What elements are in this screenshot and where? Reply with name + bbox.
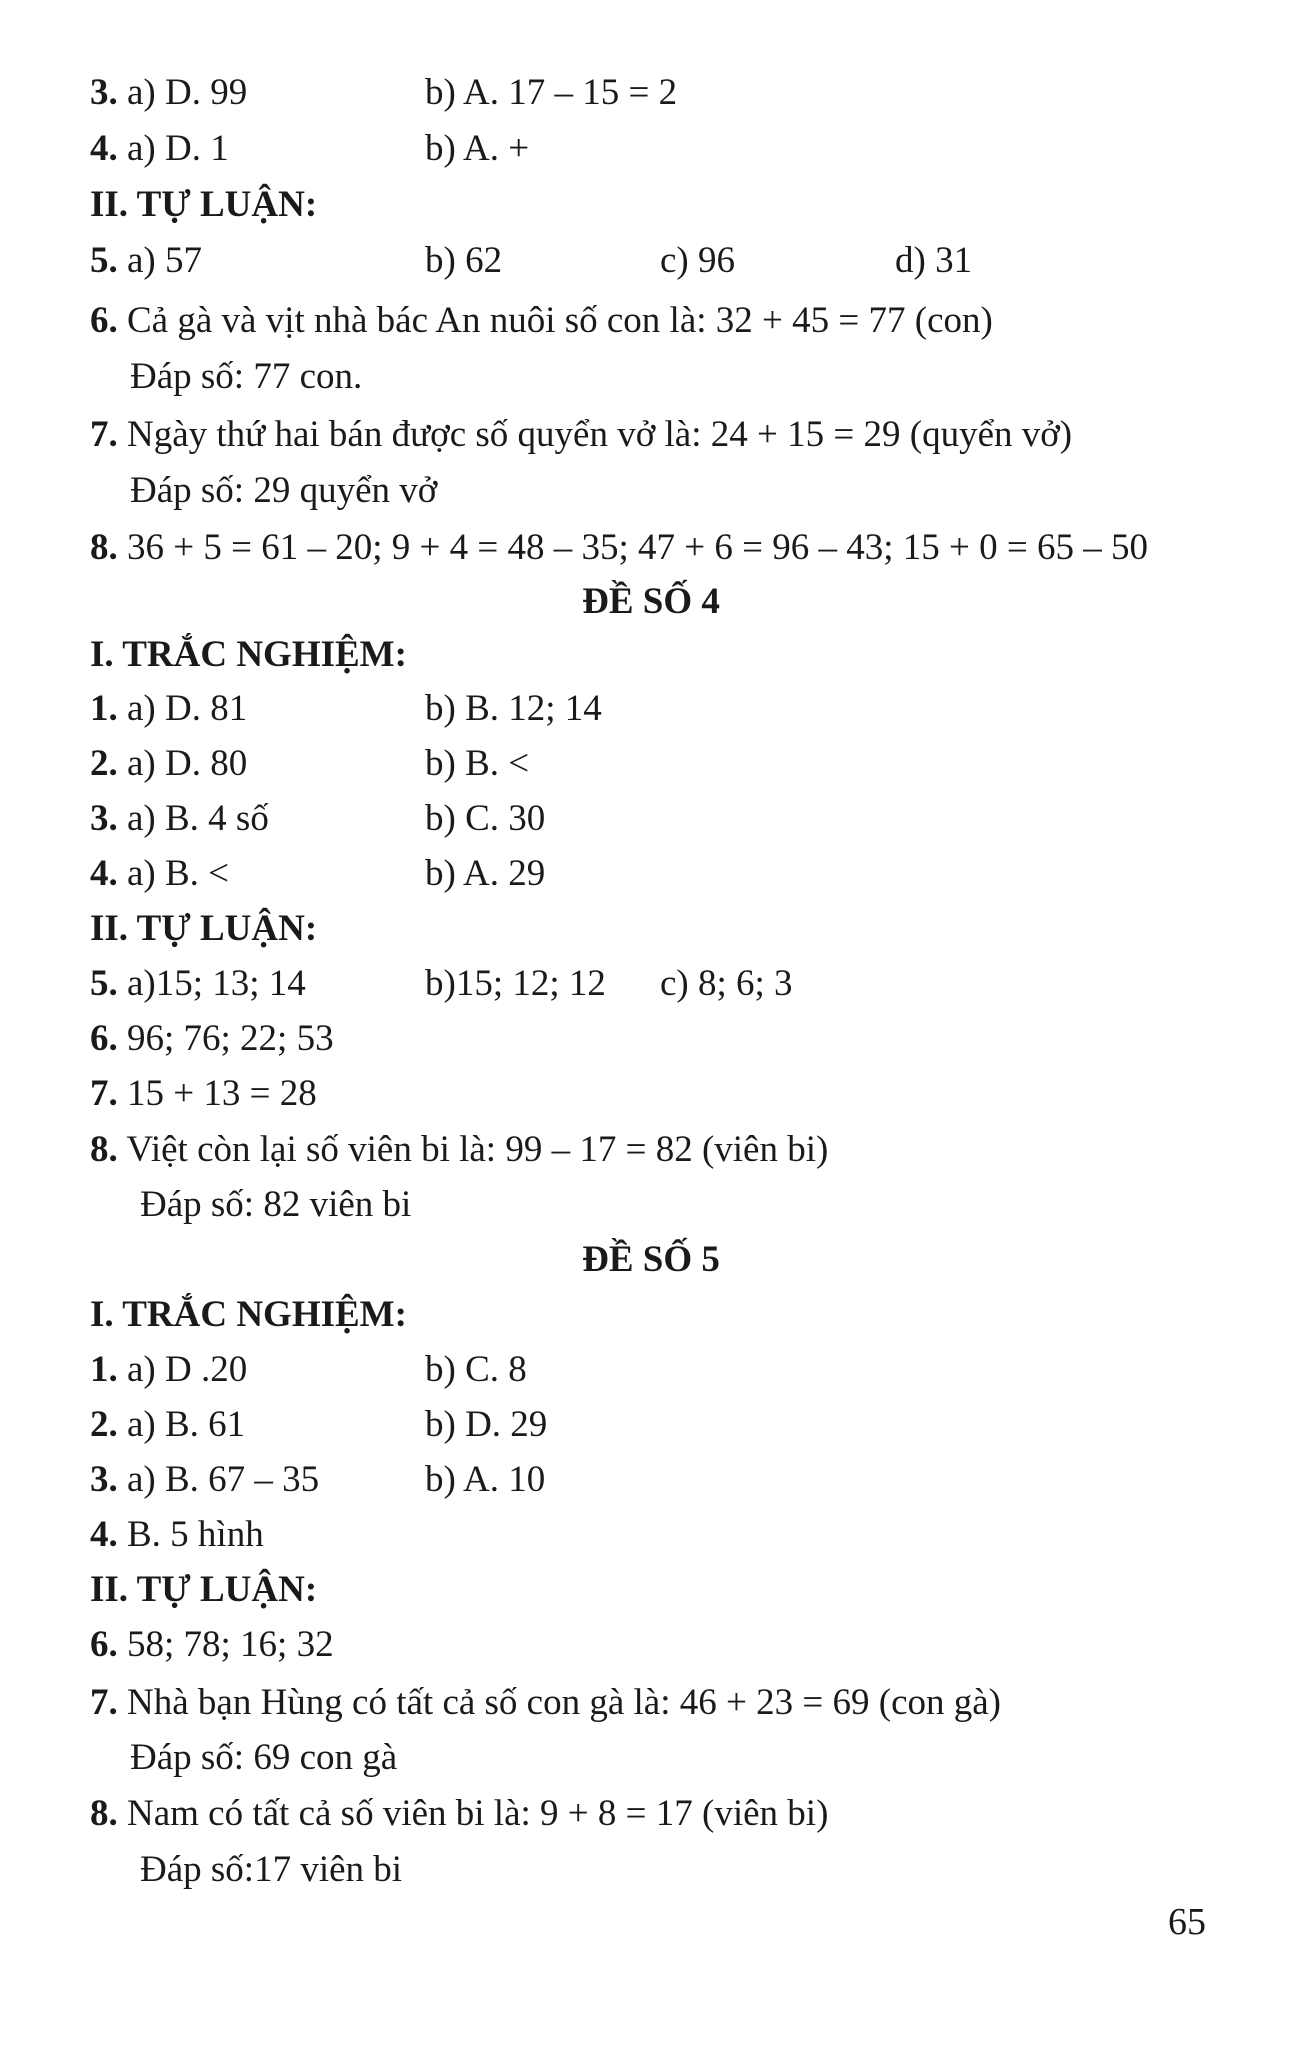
de-so-4-title: ĐỀ SỐ 4 xyxy=(582,581,720,622)
answer-row xyxy=(0,1789,1302,1839)
answer-text: Cả gà và vịt nhà bác An nuôi số con là: 32 + 45 = 77 (con) xyxy=(127,300,993,341)
question-number: 7. xyxy=(90,414,118,455)
answer-text: 36 + 5 = 61 – 20; 9 + 4 = 48 – 35; 47 + 6 = 96 – 43; 15 + 0 = 65 – 50 xyxy=(127,527,1149,568)
answer-row xyxy=(0,1125,1302,1175)
answer-row xyxy=(0,684,1302,734)
answer-row xyxy=(0,124,1302,174)
answer-text: Nam có tất cả số viên bi là: 9 + 8 = 17 (viên bi) xyxy=(127,1793,829,1834)
test-title xyxy=(0,1235,1302,1285)
question-number: 8. xyxy=(90,1129,118,1170)
answer-a: a) D. 81 xyxy=(127,688,248,729)
question-number: 6. xyxy=(90,300,118,341)
answer-final xyxy=(0,1180,1302,1230)
answer-row xyxy=(0,849,1302,899)
answer-final xyxy=(0,1733,1302,1783)
answer-b: b)15; 12; 12 xyxy=(425,963,606,1004)
tu-luan-heading: II. TỰ LUẬN: xyxy=(90,1569,318,1610)
question-number: 2. xyxy=(90,1404,118,1445)
answer-text: B. 5 hình xyxy=(127,1514,264,1555)
answer-b: b) B. < xyxy=(425,743,530,784)
tu-luan-heading: II. TỰ LUẬN: xyxy=(90,184,318,225)
answer-row xyxy=(0,1345,1302,1395)
question-number: 6. xyxy=(90,1018,118,1059)
answer-text: 96; 76; 22; 53 xyxy=(127,1018,334,1059)
answer-row xyxy=(0,794,1302,844)
question-number: 4. xyxy=(90,853,118,894)
tu-luan-heading: II. TỰ LUẬN: xyxy=(90,908,318,949)
final-answer: Đáp số: 29 quyển vở xyxy=(130,470,438,511)
answer-text: 58; 78; 16; 32 xyxy=(127,1624,334,1665)
answer-row xyxy=(0,68,1302,118)
answer-b: b) A. 29 xyxy=(425,853,546,894)
question-number: 7. xyxy=(90,1073,118,1114)
question-number: 1. xyxy=(90,688,118,729)
answer-row xyxy=(0,959,1302,1009)
section-heading xyxy=(0,1565,1302,1615)
answer-b: b) A. 10 xyxy=(425,1459,546,1500)
final-answer: Đáp số:17 viên bi xyxy=(140,1849,403,1890)
answer-a: a) B. 67 – 35 xyxy=(127,1459,320,1500)
answer-d: d) 31 xyxy=(895,240,973,281)
answer-a: a) B. < xyxy=(127,853,230,894)
answer-a: a) B. 4 số xyxy=(127,798,269,839)
final-answer: Đáp số: 69 con gà xyxy=(130,1737,398,1778)
answer-b: b) A. + xyxy=(425,128,530,169)
answer-b: b) B. 12; 14 xyxy=(425,688,602,729)
section-heading xyxy=(0,180,1302,230)
question-number: 2. xyxy=(90,743,118,784)
answer-text: Ngày thứ hai bán được số quyển vở là: 24 + 15 = 29 (quyển vở) xyxy=(127,414,1073,455)
answer-a: a)15; 13; 14 xyxy=(127,963,306,1004)
answer-row xyxy=(0,739,1302,789)
answer-row xyxy=(0,1620,1302,1670)
de-so-5-title: ĐỀ SỐ 5 xyxy=(582,1239,720,1280)
question-number: 4. xyxy=(90,128,118,169)
answer-a: a) B. 61 xyxy=(127,1404,246,1445)
question-number: 5. xyxy=(90,963,118,1004)
answer-final xyxy=(0,466,1302,516)
question-number: 1. xyxy=(90,1349,118,1390)
answer-a: a) D .20 xyxy=(127,1349,248,1390)
question-number: 8. xyxy=(90,527,118,568)
answer-row xyxy=(0,236,1302,286)
question-number: 3. xyxy=(90,72,118,113)
answer-row xyxy=(0,410,1302,460)
answer-b: b) C. 8 xyxy=(425,1349,527,1390)
answer-a: a) 57 xyxy=(127,240,202,281)
answer-row xyxy=(0,523,1302,573)
final-answer: Đáp số: 77 con. xyxy=(130,356,363,397)
question-number: 3. xyxy=(90,1459,118,1500)
answer-a: a) D. 1 xyxy=(127,128,229,169)
answer-b: b) 62 xyxy=(425,240,503,281)
question-number: 3. xyxy=(90,798,118,839)
answer-row xyxy=(0,1455,1302,1505)
section-heading xyxy=(0,904,1302,954)
answer-row xyxy=(0,1400,1302,1450)
question-number: 7. xyxy=(90,1682,118,1723)
answer-a: a) D. 99 xyxy=(127,72,248,113)
answer-row xyxy=(0,1014,1302,1064)
answer-final xyxy=(0,352,1302,402)
page-number: 65 xyxy=(1168,1901,1206,1943)
answer-text: 15 + 13 = 28 xyxy=(127,1073,317,1114)
answer-b: b) C. 30 xyxy=(425,798,546,839)
section-heading xyxy=(0,1290,1302,1340)
answer-row xyxy=(0,1678,1302,1728)
answer-b: b) A. 17 – 15 = 2 xyxy=(425,72,678,113)
answer-a: a) D. 80 xyxy=(127,743,248,784)
answer-c: c) 96 xyxy=(660,240,735,281)
answer-text: Việt còn lại số viên bi là: 99 – 17 = 82 (viên bi) xyxy=(126,1129,829,1170)
section-heading xyxy=(0,630,1302,680)
answer-text: Nhà bạn Hùng có tất cả số con gà là: 46 + 23 = 69 (con gà) xyxy=(127,1682,1001,1723)
question-number: 8. xyxy=(90,1793,118,1834)
answer-row xyxy=(0,1069,1302,1119)
answer-c: c) 8; 6; 3 xyxy=(660,963,793,1004)
trac-nghiem-heading: I. TRẮC NGHIỆM: xyxy=(90,634,407,675)
test-title xyxy=(0,577,1302,627)
answer-final xyxy=(0,1845,1302,1895)
trac-nghiem-heading: I. TRẮC NGHIỆM: xyxy=(90,1294,407,1335)
answer-row xyxy=(0,296,1302,346)
answer-b: b) D. 29 xyxy=(425,1404,548,1445)
question-number: 6. xyxy=(90,1624,118,1665)
question-number: 5. xyxy=(90,240,118,281)
question-number: 4. xyxy=(90,1514,118,1555)
final-answer: Đáp số: 82 viên bi xyxy=(140,1184,412,1225)
answer-row xyxy=(0,1510,1302,1560)
